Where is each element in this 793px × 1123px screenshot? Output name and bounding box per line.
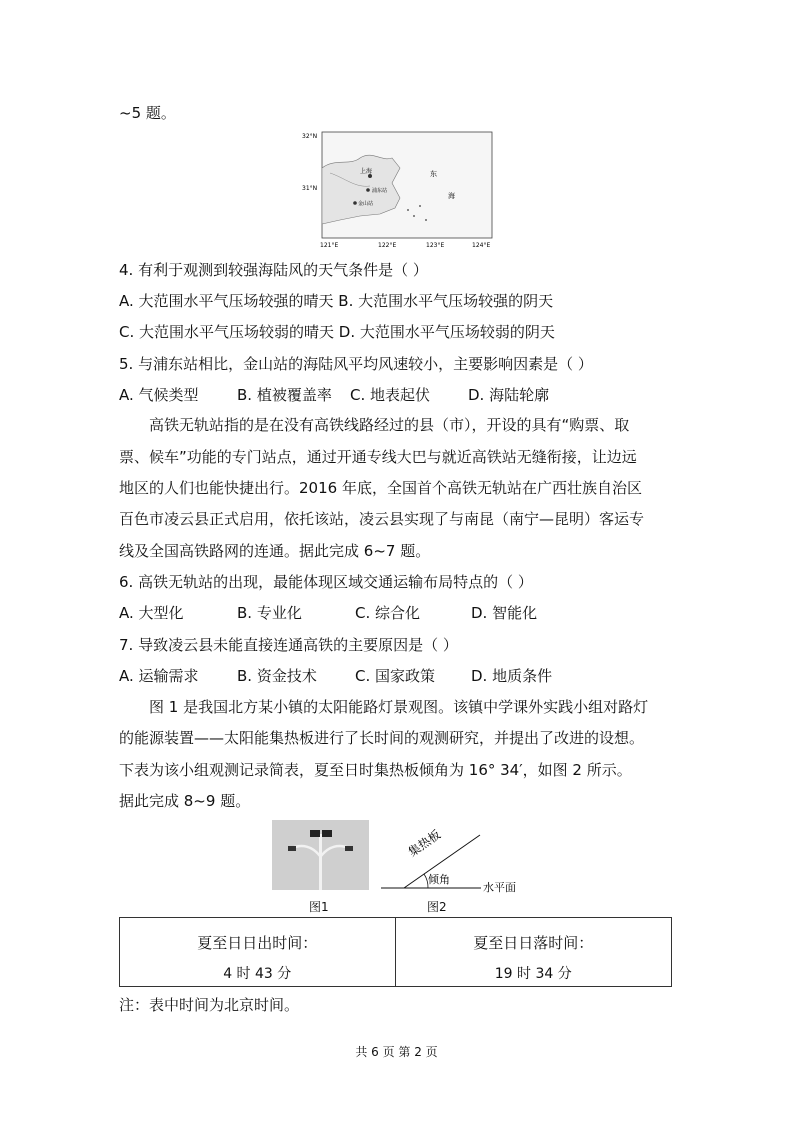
angle-label: 倾角 [428,873,450,886]
passage-line: 高铁无轨站指的是在没有高铁线路经过的县（市），开设的具有“购票、取 [149,416,630,434]
lat-label: 31°N [302,185,318,192]
sun-time-table [119,917,672,987]
q6-option-d: D. 智能化 [471,604,538,622]
question-6: 6. 高铁无轨站的出现，最能体现区域交通运输布局特点的（ ） [119,573,533,591]
sunrise-header: 夏至日日出时间： [197,934,318,952]
tilt-angle-diagram [376,805,536,900]
q6-option-a: A. 大型化 [119,604,184,622]
place-label: 上海 [360,168,373,175]
q7-option-a: A. 运输需求 [119,667,199,685]
passage-line: 线及全国高铁路网的连通。据此完成 6~7 题。 [119,542,431,560]
lat-label: 32°N [302,133,318,140]
lon-label: 123°E [426,242,445,249]
place-label: 海 [448,192,455,200]
fig1-caption: 图1 [309,900,329,914]
q7-option-b: B. 资金技术 [237,667,317,685]
place-label: 金山站 [358,201,374,207]
place-label: 东 [430,170,437,178]
lon-label: 122°E [378,242,397,249]
passage-line: 票、候车”功能的专门站点，通过开通专线大巴与就近高铁站无缝衔接，让边远 [119,448,637,466]
q5-option-b: B. 植被覆盖率 [237,386,332,404]
table-cell-sunrise [120,918,396,986]
passage-line: 的能源装置——太阳能集热板进行了长时间的观测研究，并提出了改进的设想。 [119,729,645,747]
sunset-header: 夏至日日落时间： [473,934,594,952]
coast-map-figure [300,128,500,252]
horizontal-label: 水平面 [483,881,516,894]
panel-label: 集热板 [405,827,444,860]
sunset-value: 19 时 34 分 [494,966,572,982]
question-7: 7. 导致凌云县未能直接连通高铁的主要原因是（ ） [119,636,458,654]
passage-line: 百色市凌云县正式启用，依托该站，凌云县实现了与南昆（南宁—昆明）客运专 [119,510,645,528]
q7-option-d: D. 地质条件 [471,667,553,685]
table-note: 注：表中时间为北京时间。 [119,996,300,1014]
q6-option-b: B. 专业化 [237,604,302,622]
passage-line: 地区的人们也能快捷出行。2016 年底，全国首个高铁无轨站在广西壮族自治区 [119,479,642,497]
fig2-caption: 图2 [427,900,447,914]
passage-line: 图 1 是我国北方某小镇的太阳能路灯景观图。该镇中学课外实践小组对路灯 [149,698,649,716]
passage-line: 据此完成 8~9 题。 [119,792,251,810]
q5-option-d: D. 海陆轮廓 [468,386,550,404]
table-cell-sunset [396,918,672,986]
page-footer: 共 6 页 第 2 页 [355,1045,438,1059]
q5-option-a: A. 气候类型 [119,386,199,404]
q6-option-c: C. 综合化 [355,604,421,622]
q5-option-c: C. 地表起伏 [350,386,431,404]
q4-option-line: A. 大范围水平气压场较强的晴天 B. 大范围水平气压场较强的阴天 [119,292,554,310]
solar-lamp-photo [272,820,369,890]
question-5: 5. 与浦东站相比，金山站的海陆风平均风速较小，主要影响因素是（ ） [119,355,593,373]
lon-label: 124°E [472,242,491,249]
q4-option-line: C. 大范围水平气压场较弱的晴天 D. 大范围水平气压场较弱的阴天 [119,323,555,341]
passage-line: 下表为该小组观测记录简表，夏至日时集热板倾角为 16° 34′，如图 2 所示。 [119,761,632,779]
street-lamp-icon [272,820,369,890]
sunrise-value: 4 时 43 分 [223,966,292,982]
intro-continuation: ~5 题。 [119,104,176,122]
question-4: 4. 有利于观测到较强海陆风的天气条件是（ ） [119,261,428,279]
lon-label: 121°E [320,242,339,249]
q7-option-c: C. 国家政策 [355,667,436,685]
place-label: 浦东站 [372,188,388,194]
